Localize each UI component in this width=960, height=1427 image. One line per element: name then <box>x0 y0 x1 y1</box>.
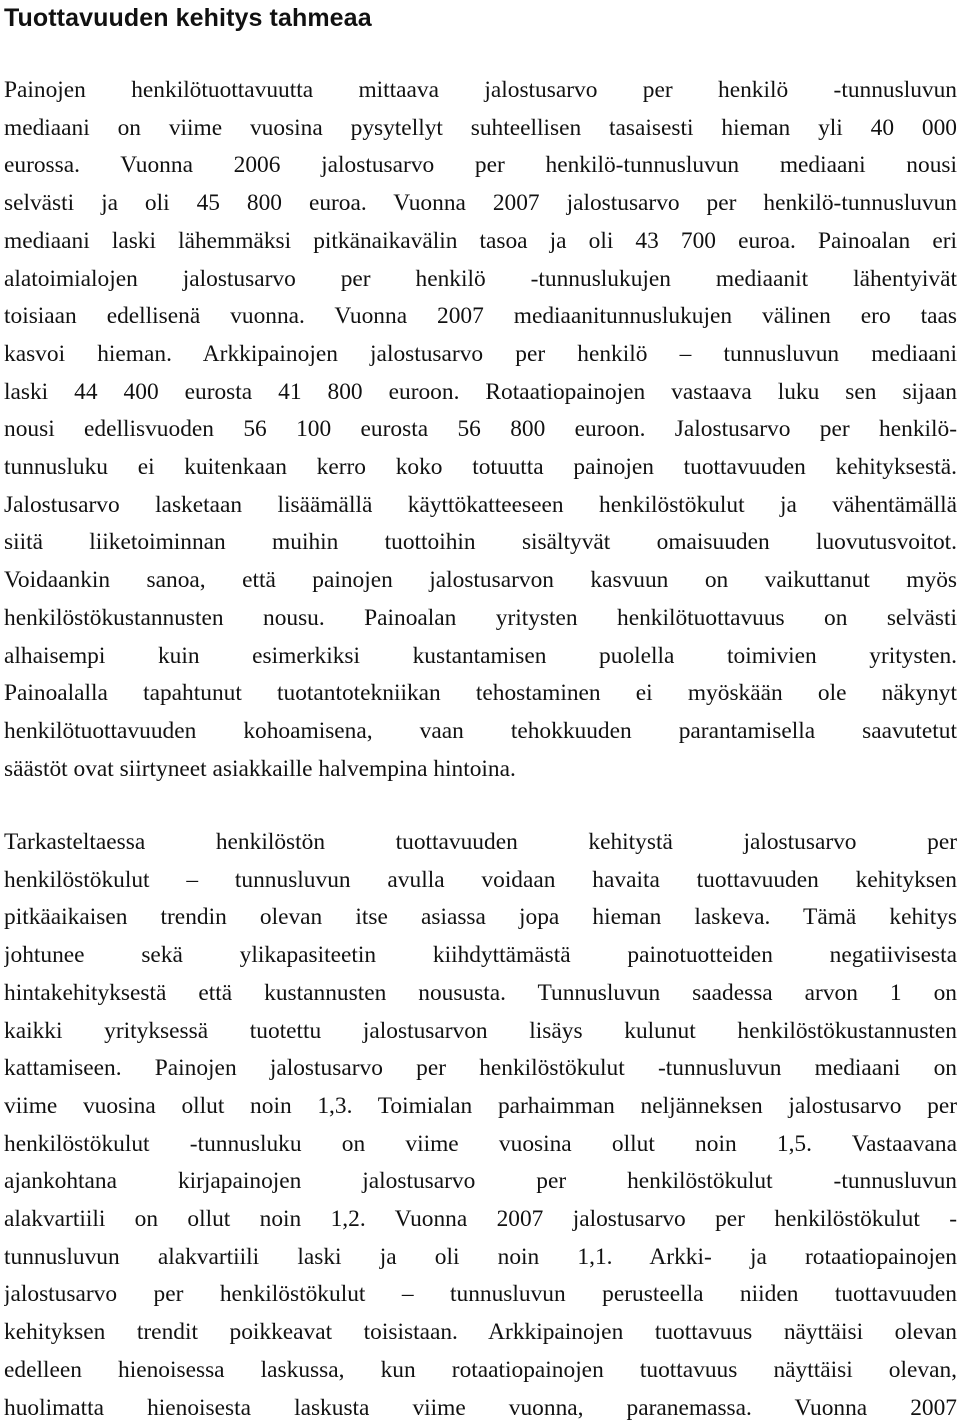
text-line: henkilöstökulut – tunnusluvun avulla voidaan havaita tuottavuuden kehityksen <box>4 866 957 893</box>
text-line: henkilöstökulut -tunnusluku on viime vuosina ollut noin 1,5. Vastaavana <box>4 1130 957 1157</box>
text-line: tunnusluvun alakvartiili laski ja oli noin 1,1. Arkki- ja rotaatiopainojen <box>4 1243 957 1270</box>
text-line: Voidaankin sanoa, että painojen jalostusarvon kasvuun on vaikuttanut myös <box>4 567 957 594</box>
text-line: pitkäaikaisen trendin olevan itse asiassa jopa hieman laskeva. Tämä kehitys <box>4 904 957 931</box>
text-line: Tarkasteltaessa henkilöstön tuottavuuden kehitystä jalostusarvo per <box>4 829 957 855</box>
text-line: kehityksen trendit poikkeavat toisistaan. Arkkipainojen tuottavuus näyttäisi olevan <box>4 1319 957 1346</box>
text-line: alatoimialojen jalostusarvo per henkilö -tunnuslukujen mediaanit lähentyivät <box>4 265 957 292</box>
text-line: Painoalalla tapahtunut tuotantotekniikan tehostaminen ei myöskään ole näkynyt <box>4 680 957 707</box>
text-line: henkilötuottavuuden kohoamisena, vaan tehokkuuden parantamisella saavutetut <box>4 717 957 744</box>
text-line: Painojen henkilötuottavuutta mittaava jalostusarvo per henkilö -tunnusluvun <box>4 77 957 103</box>
text-line: kaikki yrityksessä tuotettu jalostusarvon lisäys kulunut henkilöstökustannusten <box>4 1017 957 1044</box>
text-line: edelleen hienoisessa laskussa, kun rotaatiopainojen tuottavuus näyttäisi olevan, <box>4 1356 957 1383</box>
text-line: säästöt ovat siirtyneet asiakkaille halvempina hintoina. <box>4 755 516 782</box>
text-line: laski 44 400 eurosta 41 800 euroon. Rotaatiopainojen vastaava luku sen sijaan <box>4 378 957 405</box>
text-line: alakvartiili on ollut noin 1,2. Vuonna 2007 jalostusarvo per henkilöstökulut - <box>4 1206 957 1233</box>
document-page <box>4 0 957 1421</box>
text-line: mediaani on viime vuosina pysytellyt suhteellisen tasaisesti hieman yli 40 000 <box>4 114 957 141</box>
text-line: henkilöstökustannusten nousu. Painoalan yritysten henkilötuottavuus on selvästi <box>4 604 957 631</box>
text-line: toisiaan edellisenä vuonna. Vuonna 2007 mediaanitunnuslukujen välinen ero taas <box>4 303 957 330</box>
text-line: mediaani laski lähemmäksi pitkänaikavälin tasoa ja oli 43 700 euroa. Painoalan eri <box>4 227 957 254</box>
text-line: johtunee sekä ylikapasiteetin kiihdyttämästä painotuotteiden negatiivisesta <box>4 942 957 969</box>
text-line: Jalostusarvo lasketaan lisäämällä käyttökatteeseen henkilöstökulut ja vähentämällä <box>4 491 957 518</box>
paragraph-1 <box>4 72 957 788</box>
paragraph-2 <box>4 824 957 1427</box>
text-line: jalostusarvo per henkilöstökulut – tunnusluvun perusteella niiden tuottavuuden <box>4 1281 957 1308</box>
text-line: nousi edellisvuoden 56 100 eurosta 56 800 euroon. Jalostusarvo per henkilö- <box>4 416 957 443</box>
text-line: kasvoi hieman. Arkkipainojen jalostusarvo per henkilö – tunnusluvun mediaani <box>4 340 957 367</box>
text-line: alhaisempi kuin esimerkiksi kustantamisen puolella toimivien yritysten. <box>4 642 957 669</box>
section-heading: Tuottavuuden kehitys tahmeaa <box>4 4 372 32</box>
text-line: kattamiseen. Painojen jalostusarvo per henkilöstökulut -tunnusluvun mediaani on <box>4 1055 957 1082</box>
text-line: tunnusluku ei kuitenkaan kerro koko totuutta painojen tuottavuuden kehityksestä. <box>4 454 957 481</box>
text-line: eurossa. Vuonna 2006 jalostusarvo per henkilö-tunnusluvun mediaani nousi <box>4 152 957 179</box>
text-line: huolimatta hienoisesta laskusta viime vuonna, paranemassa. Vuonna 2007 <box>4 1394 957 1421</box>
text-line: siitä liiketoiminnan muihin tuottoihin sisältyvät omaisuuden luovutusvoitot. <box>4 529 957 556</box>
text-line: viime vuosina ollut noin 1,3. Toimialan parhaimman neljänneksen jalostusarvo per <box>4 1092 957 1119</box>
text-line: selvästi ja oli 45 800 euroa. Vuonna 2007 jalostusarvo per henkilö-tunnusluvun <box>4 190 957 217</box>
text-line: ajankohtana kirjapainojen jalostusarvo per henkilöstökulut -tunnusluvun <box>4 1168 957 1195</box>
text-line: hintakehityksestä että kustannusten noususta. Tunnusluvun saadessa arvon 1 on <box>4 979 957 1006</box>
